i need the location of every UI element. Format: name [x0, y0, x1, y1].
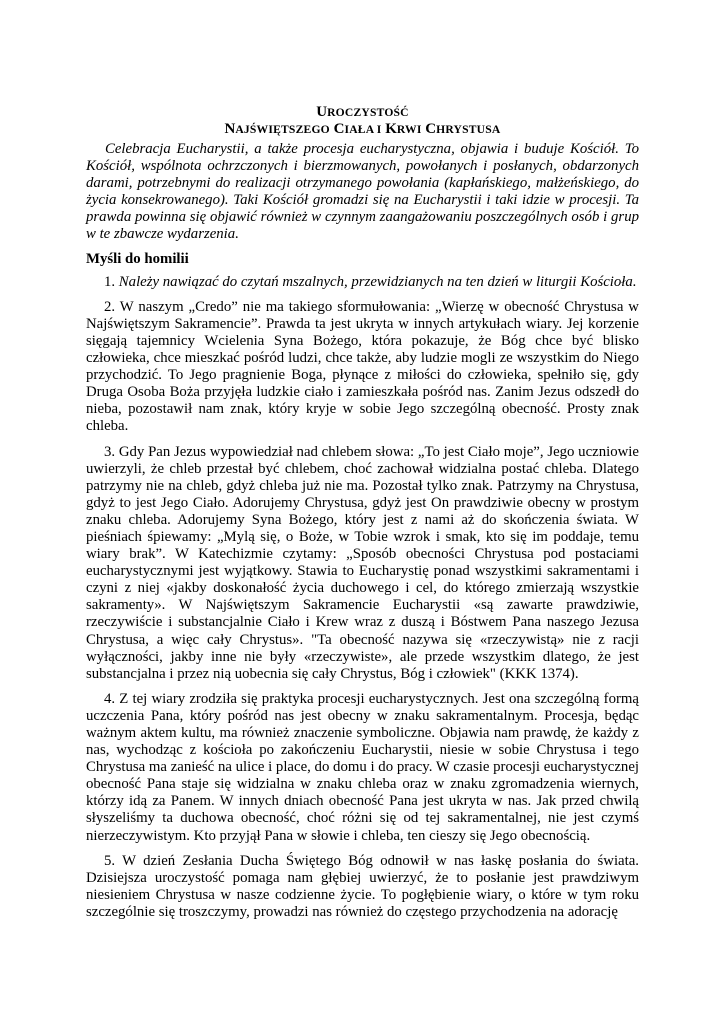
section-heading: Myśli do homilii: [86, 250, 189, 267]
title-line-2: NAJŚWIĘTSZEGO CIAŁA I KRWI CHRYSTUSA: [224, 121, 501, 137]
homily-paragraph-2: 2. W naszym „Credo” nie ma takiego sformułowania: „Wierzę w obecność Chrystusa w Najświętszym Sakramencie”. Prawda ta jest ukryta w innych artykułach wiary. Jej korzenie sięgają tajemnicy Wcielenia Syna Bożego, która pokazuje, że Bóg chce być blisko człowieka, chce mieszkać pośród ludzi, chce także, aby ludzie mogli ze wszystkim do Niego przychodzić. To Jego pragnienie Boga, płynące z miłości do człowieka, spełniło się, gdy Druga Osoba Boża przyjęła ludzkie ciało i zamieszkała pośród nas. Zanim Jezus odszedł do nieba, pozostawił nam znak, który kryje w sobie Jego szczególną obecność. Prosty znak chleba.: [86, 298, 639, 435]
document-page: [86, 104, 639, 929]
homily-paragraph-1: [86, 274, 639, 291]
page-title: [86, 104, 639, 138]
homily-paragraph-3: 3. Gdy Pan Jezus wypowiedział nad chlebem słowa: „To jest Ciało moje”, Jego uczniowie uwierzyli, że chleb przestał być chlebem, choć zachował widzialna postać chleba. Dlatego patrzymy nie na chleb, gdyż chleba już nie ma. Pozostał tylko znak. Patrzymy na Chrystusa, gdyż to jest Jego Ciało. Adorujemy Chrystusa, gdyż jest On prawdziwie obecny w prostym znaku chleba. Adorujemy Syna Bożego, który jest z nami aż do skończenia świata. W pieśniach śpiewamy: „Mylą się, o Boże, w Tobie wzrok i smak, kto się im poddaje, temu wiary brak”. W Katechizmie czytamy: „Sposób obecności Chrystusa pod postaciami eucharystycznymi jest wyjątkowy. Stawia to Eucharystię ponad wszystkimi sakramentami i czyni z niej «jakby doskonałość życia duchowego i cel, do którego zmierzają wszystkie sakramenty». W Najświętszym Sakramencie Eucharystii «są zawarte prawdziwie, rzeczywiście i substancjalnie Ciało i Krew wraz z duszą i Bóstwem Pana naszego Jezusa Chrystusa, a więc cały Chrystus». "Ta obecność nazywa się «rzeczywistą» nie z racji wyłączności, jakby inne nie były «rzeczywiste», ale przede wszystkim dlatego, że jest substancjalna i przez nią uobecnia się cały Chrystus, Bóg i człowiek" (KKK 1374).: [86, 443, 639, 682]
intro-paragraph: Celebracja Eucharystii, a także procesja eucharystyczna, objawia i buduje Kościół. To Kościół, wspólnota ochrzczonych i bierzmowanych, powołanych i posłanych, obdarzonych darami, potrzebnymi do realizacji otrzymanego powołania (kapłańskiego, małżeńskiego, do życia konsekrowanego). Taki Kościół gromadzi się na Eucharystii i taki idzie w procesji. Ta prawda powinna się objawić również w czynnym zaangażowaniu poszczególnych osób i grup w te zbawcze wydarzenia.: [86, 141, 639, 243]
paragraph-text: Należy nawiązać do czytań mszalnych, przewidzianych na ten dzień w liturgii Kościoła.: [118, 273, 637, 290]
title-line-1: UROCZYSTOŚĆ: [316, 104, 409, 120]
homily-paragraph-4: 4. Z tej wiary zrodziła się praktyka procesji eucharystycznych. Jest ona szczególną formą uczczenia Pana, który pośród nas jest obecny w znaku sakramentalnym. Procesja, będąc ważnym aktem kultu, ma również znaczenie symboliczne. Objawia nam prawdę, że każdy z nas, wychodząc z kościoła po zakończeniu Eucharystii, niesie w sobie Chrystusa i tego Chrystusa ma zanieść na ulice i place, do domu i do pracy. W czasie procesji eucharystycznej obecność Pana staje się widzialna w znaku chleba oraz w znaku zgromadzenia wiernych, którzy idą za Panem. W innych dniach obecność Pana jest ukryta w nas. Jak przed chwilą słyszeliśmy ta duchowa obecność, choć różni się od tej sakramentalnej, nie jest czymś nierzeczywistym. Kto przyjął Pana w słowie i chleba, ten cieszy się Jego obecnością.: [86, 690, 639, 844]
homily-paragraph-5: 5. W dzień Zesłania Ducha Świętego Bóg odnowił w nas łaskę posłania do świata. Dzisiejsza uroczystość pomaga nam głębiej uwierzyć, że to posłanie jest prawdziwym niesieniem Chrystusa w nasze codzienne życie. To pogłębienie wiary, o które w tym roku szczególnie się troszczymy, prowadzi nas również do częstego przychodzenia na adorację: [86, 852, 639, 920]
paragraph-number: 1.: [104, 273, 119, 290]
